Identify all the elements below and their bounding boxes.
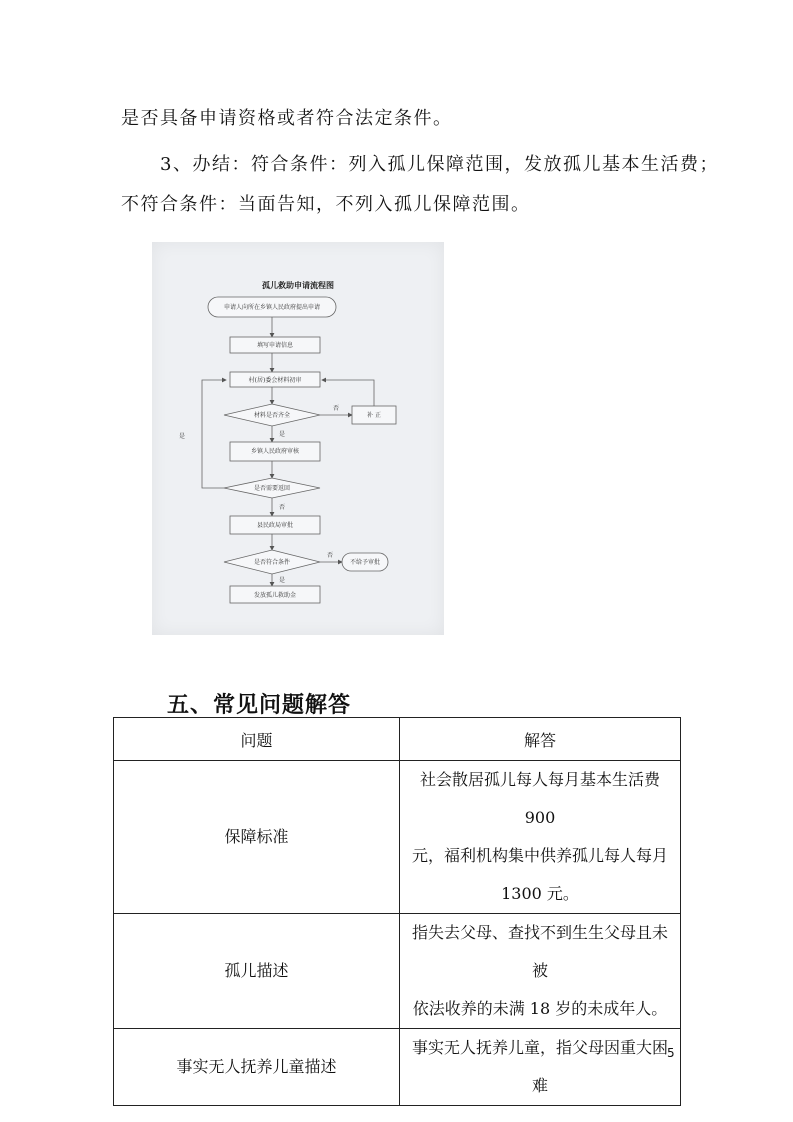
flowchart-diagram xyxy=(152,242,444,635)
table-row xyxy=(114,761,681,914)
faq-question: 孤儿描述 xyxy=(114,914,400,1029)
flowchart-label-qualified: 是否符合条件 xyxy=(253,559,291,566)
faq-answer-line: 依法收养的未满 18 岁的未成年人。 xyxy=(412,999,668,1018)
flowchart-scan xyxy=(152,242,444,635)
flowchart-no-1: 否 xyxy=(332,405,340,412)
faq-question: 事实无人抚养儿童描述 xyxy=(114,1029,400,1106)
faq-answer-line: 元，福利机构集中供养孤儿每人每月 xyxy=(411,846,668,865)
table-row xyxy=(114,914,681,1029)
paragraph-completion: 3、办结：符合条件：列入孤儿保障范围，发放孤儿基本生活费； xyxy=(160,154,719,175)
flowchart-label-supplement: 补 正 xyxy=(367,412,381,419)
flowchart-no-3: 否 xyxy=(326,552,334,559)
faq-answer-line: 1300 元。 xyxy=(501,884,579,903)
flowchart-yes-1: 是 xyxy=(278,431,286,438)
faq-table xyxy=(113,717,681,1106)
flowchart-label-issue-funds: 发放孤儿救助金 xyxy=(253,592,297,599)
table-header-question: 问题 xyxy=(114,718,400,761)
flowchart-label-not-approved: 不给予审批 xyxy=(349,559,381,566)
flowchart-no-2: 否 xyxy=(278,504,286,511)
paragraph-not-qualified: 不符合条件：当面告知，不列入孤儿保障范围。 xyxy=(121,194,531,215)
table-header-answer: 解答 xyxy=(400,718,681,761)
flowchart-title: 孤儿救助申请流程图 xyxy=(262,280,334,290)
paragraph-eligibility: 是否具备申请资格或者符合法定条件。 xyxy=(121,108,453,129)
table-header-row xyxy=(114,718,681,761)
faq-answer xyxy=(400,761,681,914)
flowchart-label-materials: 材料是否齐全 xyxy=(253,412,291,419)
faq-answer-line: 社会散居孤儿每人每月基本生活费 900 xyxy=(419,770,660,827)
flowchart-yes-return: 是 xyxy=(178,433,186,440)
section-title-faq: 五、常见问题解答 xyxy=(167,693,352,718)
table-row xyxy=(114,1029,681,1106)
flowchart-yes-2: 是 xyxy=(278,577,286,584)
flowchart-label-county-approve: 县民政局审批 xyxy=(256,522,294,529)
faq-answer-line: 事实无人抚养儿童，指父母因重大困难 xyxy=(411,1038,668,1095)
page-number: 5 xyxy=(667,1046,675,1060)
faq-answer xyxy=(400,914,681,1029)
flowchart-label-village-review: 村(居)委会材料初审 xyxy=(248,377,302,384)
faq-answer-line: 指失去父母、查找不到生生父母且未被 xyxy=(411,923,668,980)
faq-answer xyxy=(400,1029,681,1106)
flowchart-label-township-review: 乡镇人民政府审核 xyxy=(250,448,300,455)
faq-question: 保障标准 xyxy=(114,761,400,914)
flowchart-label-fill: 填写申请信息 xyxy=(256,342,294,349)
flowchart-label-apply: 申请人向所在乡镇人民政府提出申请 xyxy=(223,304,321,311)
flowchart-label-return: 是否需要返回 xyxy=(253,485,291,492)
